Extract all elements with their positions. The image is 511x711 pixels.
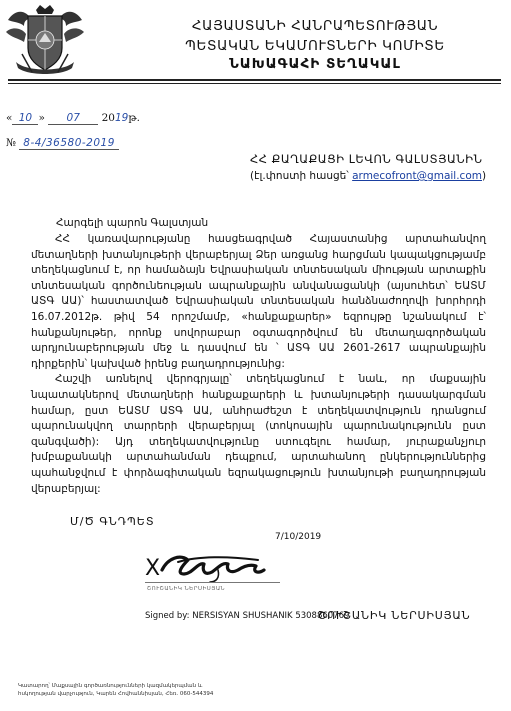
signer-name: ՇՈՒՇԱՆԻԿ ՆԵՐՍԻՍՅԱՆ <box>318 609 471 622</box>
number-line <box>6 137 119 150</box>
coat-of-arms-icon <box>2 2 88 78</box>
letterhead-line-3: ՆԱԽԱԳԱՀԻ ՏԵՂԱԿԱԼ <box>229 56 401 72</box>
letterhead-rule-thick <box>8 79 501 81</box>
signature-x-mark: X <box>145 556 161 581</box>
signature-date: 7/10/2019 <box>275 532 322 542</box>
addressee-name: ՀՀ ՔԱՂԱՔԱՑԻ ԼԵՎՈՆ ԳԱԼՍՏՅԱՆԻՆ <box>250 152 483 166</box>
stamp-label: Մ/Ծ ԳՆԴՊԵՏ <box>70 515 155 528</box>
addressee-email-line <box>250 170 486 182</box>
letterhead-rule-thin <box>8 83 501 84</box>
signed-by: Signed by: NERSISYAN SHUSHANIK 5308860769 <box>145 611 350 621</box>
salutation: Հարգելի պարոն Գալստյան <box>56 217 209 229</box>
letterhead-line-2: ՊԵՏԱԿԱՆ ԵԿԱՄՈՒՏՆԵՐԻ ԿՈՄԻՏԵ <box>185 38 445 54</box>
number-label: № <box>6 137 16 149</box>
footer-line-2: հսկողության վարչություն, Կարեն Հովհաննիսյան, Հեռ. 060-544394 <box>18 690 214 697</box>
footer-contact <box>18 683 278 698</box>
email-prefix: (էլ.փոստի հասցե՝ <box>250 170 353 182</box>
footer-line-1: Կատարող՝ Մաքսային գործառնությունների կազմակերպման և <box>18 683 203 689</box>
signature-line-caption: ՇՈՒՇԱՆԻԿ ՆԵՐՍԻՍՅԱՆ <box>147 586 226 592</box>
date-line <box>6 112 140 125</box>
date-year-prefix: 20 <box>101 112 115 124</box>
date-day: 10 <box>12 112 38 125</box>
document-number: 8-4/36580-2019 <box>19 137 119 150</box>
date-month: 07 <box>48 112 98 125</box>
body-paragraph-1: ՀՀ կառավարությանը հասցեագրված Հայաստանից արտահանվող մետաղների խտանյութերի վերաբերյալ Ձեր առցանց հարցման կապակցությամբ տեղեկացնում է, որ համաձայն Եվրասիական տնտեսական միության արտաքին տնտեսական գործունեության ապրանքային անվանացանկի (այսուհետ՝ ԵԱՏՄ ԱՏԳ ԱԱ)՝ հաստատված Եվրասիական տնտեսական հանձնաժողովի խորհրդի 16.07.2012թ. թիվ 54 որոշմամբ, «հանքաքարեր» եզրույթը նշանակում է՝ հանքանյութեր, որոնք սովորաբար օգտագործվում են մետաղագործական արդյունաբերության մեջ և դասվում են ՝ ԱՏԳ ԱԱ 2601-2617 ապրանքային դիրքերին՝ կախված իրենց բաղադրությունից: <box>31 233 486 370</box>
date-year-unit: թ. <box>128 112 140 124</box>
email-link[interactable]: armecofront@gmail.com <box>352 170 482 182</box>
body-paragraph-2: Հաշվի առնելով վերոգրյալը՝ տեղեկացնում է նաև, որ մաքսային նպատակներով մետաղների հանքաքարերի և խտանյութերի դասակարգման համար, ըստ ԵԱՏՄ ԱՏԳ ԱԱ, անհրաժեշտ է տեղեկատվություն դրանցում պարունակվող տարրերի վերաբերյալ (տոկոսային պարունակությունն ըստ զանգվածի): Այդ տեղեկատվությունը ստուգելու համար, յուրաքանչյուր խմբաքանակի արտահանման դեպքում, արտահանող ընկերություններից պահանջվում է փորձագիտական եզրակացություն խտանյութի բաղադրության վերաբերյալ: <box>31 373 486 495</box>
handwritten-signature <box>158 548 266 586</box>
letterhead-line-1: ՀԱՅԱՍՏԱՆԻ ՀԱՆՐԱՊԵՏՈՒԹՅԱՆ <box>191 18 439 34</box>
email-suffix: ) <box>481 170 487 182</box>
date-year-suffix: 19 <box>114 112 129 124</box>
date-close-quote: » <box>38 112 45 124</box>
signature-line <box>145 582 280 583</box>
letter-body <box>31 232 486 497</box>
date-open-quote: « <box>6 112 13 124</box>
